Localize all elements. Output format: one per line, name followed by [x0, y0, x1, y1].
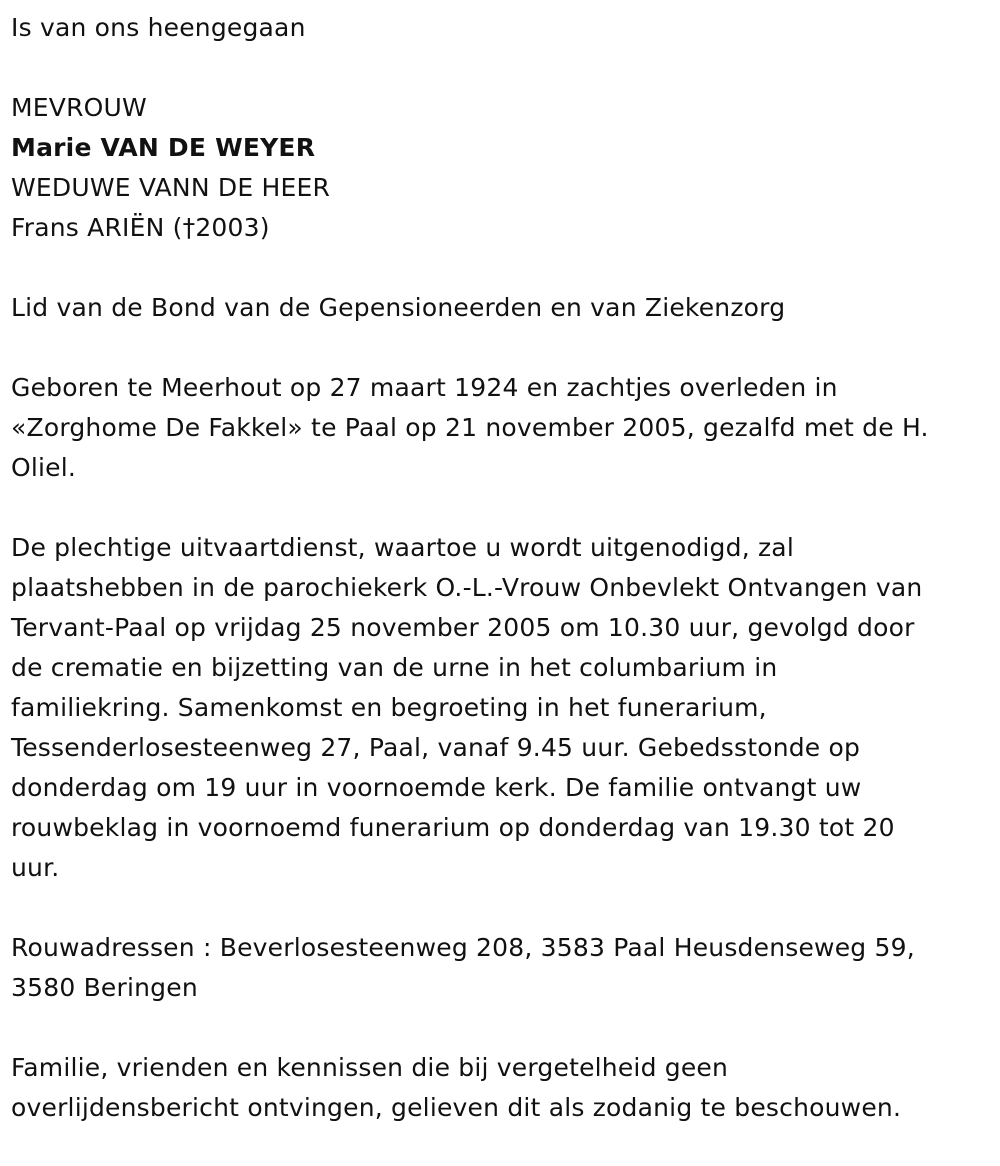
paragraph-line: donderdag om 19 uur in voornoemde kerk. De familie ontvangt uw [11, 773, 862, 802]
deceased-name: Marie VAN DE WEYER [11, 133, 316, 162]
paragraph-line: Oliel. [11, 453, 77, 482]
spacer [11, 1008, 986, 1048]
addresses-paragraph [11, 928, 986, 1008]
birth-death-paragraph [11, 368, 986, 488]
spacer [11, 488, 986, 528]
paragraph-line: familiekring. Samenkomst en begroeting in het funerarium, [11, 693, 767, 722]
paragraph-line: Rouwadressen : Beverlosesteenweg 208, 3583 Paal Heusdenseweg 59, [11, 933, 915, 962]
funeral-paragraph [11, 528, 986, 888]
closing-paragraph [11, 1048, 986, 1128]
title-prefix: MEVROUW [11, 93, 147, 122]
paragraph-line: overlijdensbericht ontvingen, gelieven dit als zodanig te beschouwen. [11, 1093, 902, 1122]
paragraph-line: rouwbeklag in voornoemd funerarium op donderdag van 19.30 tot 20 [11, 813, 895, 842]
spacer [11, 888, 986, 928]
paragraph-line: Familie, vrienden en kennissen die bij vergetelheid geen [11, 1053, 729, 1082]
spacer [11, 248, 986, 288]
spouse-line: Frans ARIËN (†2003) [11, 213, 270, 242]
paragraph-line: Geboren te Meerhout op 27 maart 1924 en zachtjes overleden in [11, 373, 838, 402]
paragraph-line: de crematie en bijzetting van de urne in het columbarium in [11, 653, 778, 682]
paragraph-line: «Zorghome De Fakkel» te Paal op 21 november 2005, gezalfd met de H. [11, 413, 929, 442]
paragraph-line: Tervant-Paal op vrijdag 25 november 2005 om 10.30 uur, gevolgd door [11, 613, 915, 642]
paragraph-line: Tessenderlosesteenweg 27, Paal, vanaf 9.45 uur. Gebedsstonde op [11, 733, 861, 762]
paragraph-line: De plechtige uitvaartdienst, waartoe u wordt uitgenodigd, zal [11, 533, 794, 562]
paragraph-line: plaatshebben in de parochiekerk O.-L.-Vrouw Onbevlekt Ontvangen van [11, 573, 923, 602]
paragraph-line: uur. [11, 853, 60, 882]
spacer [11, 48, 986, 88]
spacer [11, 328, 986, 368]
membership-text: Lid van de Bond van de Gepensioneerden en van Ziekenzorg [11, 293, 786, 322]
paragraph-line: 3580 Beringen [11, 973, 198, 1002]
intro-text: Is van ons heengegaan [11, 13, 306, 42]
widow-line: WEDUWE VANN DE HEER [11, 173, 331, 202]
